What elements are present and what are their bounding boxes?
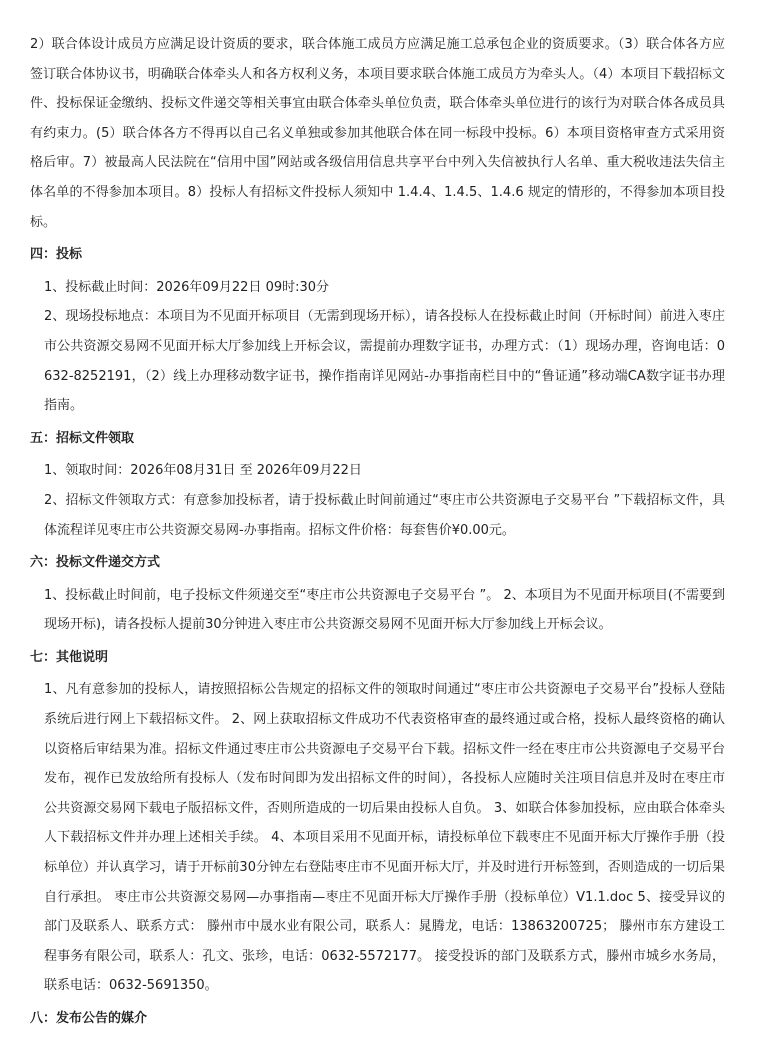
bid-deadline-item: 1、投标截止时间：2026年09月22日 09时:30分 [44,279,330,295]
collection-method-item: 2、招标文件领取方式：有意参加投标者，请于投标截止时间前通过“枣庄市公共资源电子交易平台 ”下载招标文件，具体流程详见枣庄市公共资源交易网-办事指南。招标文件价格：每套售价¥0.00元。 [44,492,725,538]
submission-method-item: 1、投标截止时间前，电子投标文件须递交至“枣庄市公共资源电子交易平台 ”。 2、本项目为不见面开标项目(不需要到现场开标)，请各投标人提前30分钟进入枣庄市公共资源交易网不见面开标大厅参加线上开标会议。 [44,587,725,633]
section-media-heading: 八：发布公告的媒介 [30,1011,148,1026]
section-submission-heading: 六：投标文件递交方式 [30,555,161,571]
section-document-collection-heading: 五：招标文件领取 [30,430,135,446]
section-other-notes-heading: 七：其他说明 [30,649,109,665]
consortium-requirements-paragraph: 2）联合体设计成员方应满足设计资质的要求，联合体施工成员方应满足施工总承包企业的资质要求。（3）联合体各方应签订联合体协议书，明确联合体牵头人和各方权利义务，本项目要求联合体施工成员方为牵头人。（4）本项目下载招标文件、投标保证金缴纳、投标文件递交等相关事宜由联合体牵头单位负责，联合体牵头单位进行的该行为对联合体各成员具有约束力。(5）联合体各方不得再以自己名义单独或参加其他联合体在同一标段中投标。6）本项目资格审查方式采用资格后审。7）被最高人民法院在“信用中国”网站或各级信用信息共享平台中列入失信被执行人名单、重大税收违法失信主体名单的不得参加本项目。8）投标人有招标文件投标人须知中 1.4.4、1.4.5、1.4.6 规定的情形的，不得参加本项目投标。 [30,37,725,230]
collection-time-item: 1、领取时间：2026年08月31日 至 2026年09月22日 [44,463,362,479]
section-bidding-heading: 四：投标 [30,247,83,263]
bid-location-item: 2、现场投标地点：本项目为不见面开标项目（无需到现场开标），请各投标人在投标截止时间（开标时间）前进入枣庄市公共资源交易网不见面开标大厅参加线上开标会议，需提前办理数字证书，办理方式：（1）现场办理，咨询电话：0632-8252191，（2）线上办理移动数字证书，操作指南详见网站-办事指南栏目中的“鲁证通”移动端CA数字证书办理指南。 [44,309,725,414]
other-notes-item: 1、凡有意参加的投标人，请按照招标公告规定的招标文件的领取时间通过“枣庄市公共资源电子交易平台”投标人登陆系统后进行网上下载招标文件。 2、网上获取招标文件成功不代表资格审查的最终通过或合格，投标人最终资格的确认以资格后审结果为准。招标文件通过枣庄市公共资源电子交易平台下载。招标文件一经在枣庄市公共资源电子交易平台发布，视作已发放给所有投标人（发布时间即为发出招标文件的时间），各投标人应随时关注项目信息并及时在枣庄市公共资源交易网下载电子版招标文件，否则所造成的一切后果由投标人自负。 3、如联合体参加投标，应由联合体牵头人下载招标文件并办理上述相关手续。 4、本项目采用不见面开标，请投标单位下载枣庄不见面开标大厅操作手册（投标单位）并认真学习，请于开标前30分钟左右登陆枣庄市不见面开标大厅，并及时进行开标签到，否则造成的一切后果自行承担。 枣庄市公共资源交易网—办事指南—枣庄不见面开标大厅操作手册（投标单位）V1.1.doc 5、接受异议的部门及联系人、联系方式： 滕州市中晟水业有限公司，联系人：晁腾龙，电话：13863200725； 滕州市东方建设工程事务有限公司，联系人：孔文、张珍，电话：0632-5572177。 接受投诉的部门及联系方式，滕州市城乡水务局，联系电话：0632-5691350。 [44,682,725,994]
